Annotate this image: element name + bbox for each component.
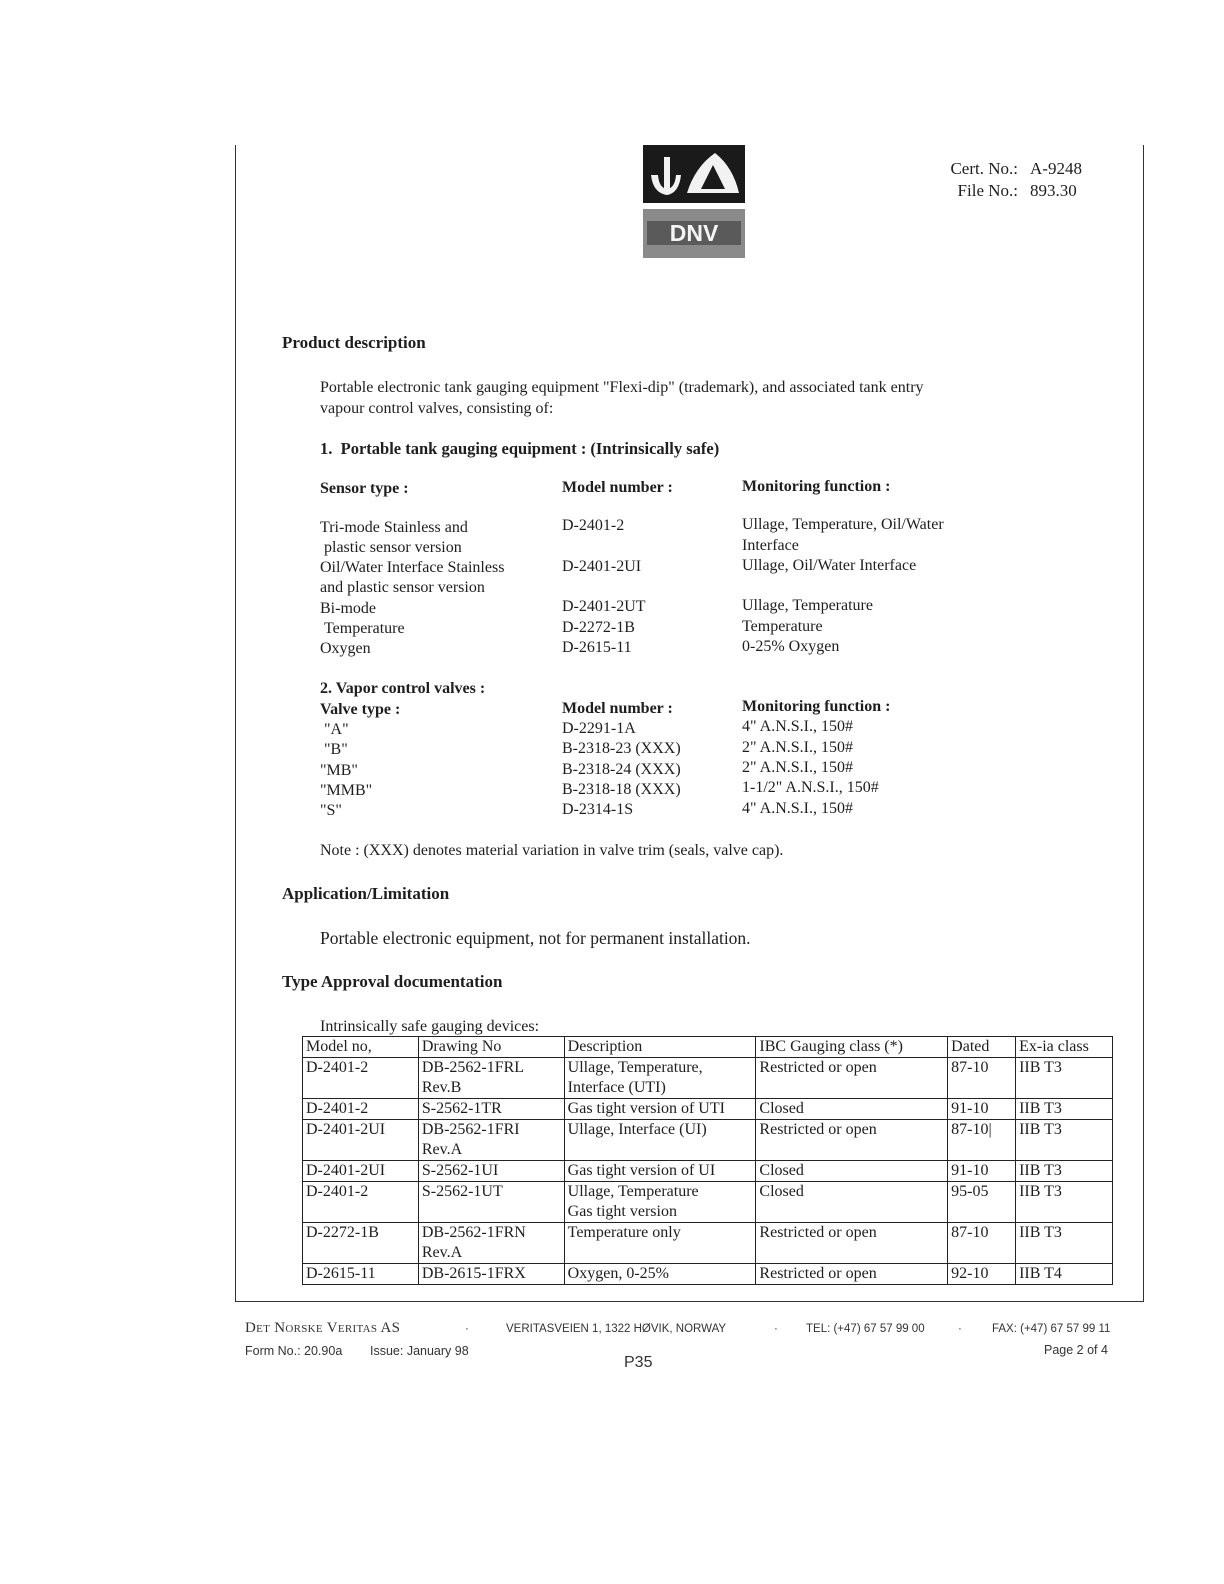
cell-model: D-2401-2UI xyxy=(303,1120,419,1161)
table-row xyxy=(303,1120,1113,1161)
valve-type: "A" xyxy=(324,721,349,738)
cell-dated: 87-10 xyxy=(948,1223,1016,1264)
section-2-title: 2. Vapor control valves : xyxy=(320,680,486,697)
sensor-model: D-2272-1B xyxy=(562,619,635,636)
cell-dated: 91-10 xyxy=(948,1161,1016,1182)
documentation-heading: Type Approval documentation xyxy=(282,972,503,991)
column-header: Model no, xyxy=(303,1037,419,1058)
table-row xyxy=(303,1099,1113,1120)
valve-model: D-2314-1S xyxy=(562,801,634,818)
valve-function: 4" A.N.S.I., 150# xyxy=(742,800,853,817)
certificate-info xyxy=(932,158,1082,202)
valve-model: B-2318-23 (XXX) xyxy=(562,740,681,757)
cell-ibc-class: Restricted or open xyxy=(756,1120,948,1161)
footer-issue: Issue: January 98 xyxy=(370,1344,469,1358)
valve-type: "S" xyxy=(320,802,342,819)
valve-type-header: Valve type : xyxy=(320,701,401,718)
product-description-heading: Product description xyxy=(282,333,426,352)
valve-model: B-2318-24 (XXX) xyxy=(562,761,681,778)
cert-no-label: Cert. No.: xyxy=(950,159,1018,178)
documentation-table xyxy=(302,1036,1113,1285)
valve-function: 2" A.N.S.I., 150# xyxy=(742,759,853,776)
sensor-function: Ullage, Oil/Water Interface xyxy=(742,557,917,574)
valve-model: B-2318-18 (XXX) xyxy=(562,781,681,798)
sensor-model: D-2401-2 xyxy=(562,517,625,534)
sensor-model: D-2401-2UT xyxy=(562,598,646,615)
footer-form-no: Form No.: 20.90a xyxy=(245,1344,343,1358)
cell-drawing: S-2562-1TR xyxy=(418,1099,564,1120)
table-row xyxy=(303,1058,1113,1099)
table-header-row xyxy=(303,1037,1113,1058)
valve-function-header: Monitoring function : xyxy=(742,698,891,715)
section-1-title: 1. Portable tank gauging equipment : (Intrinsically safe) xyxy=(320,439,720,458)
sensor-function: Temperature xyxy=(742,618,823,635)
valve-model: D-2291-1A xyxy=(562,720,636,737)
footer-page-code: P35 xyxy=(624,1354,653,1371)
valve-function: 2" A.N.S.I., 150# xyxy=(742,739,853,756)
model-number-header: Model number : xyxy=(562,479,673,496)
column-header: Ex-ia class xyxy=(1016,1037,1113,1058)
footer-company: Det Norske Veritas AS xyxy=(245,1320,401,1336)
sensor-function: Ullage, Temperature xyxy=(742,597,873,614)
cell-exia-class: IIB T3 xyxy=(1016,1099,1113,1120)
application-text: Portable electronic equipment, not for permanent installation. xyxy=(320,928,751,948)
cell-description: Ullage, Temperature Gas tight version xyxy=(564,1182,756,1223)
table-row xyxy=(303,1264,1113,1285)
cell-dated: 87-10| xyxy=(948,1120,1016,1161)
cell-ibc-class: Restricted or open xyxy=(756,1058,948,1099)
cell-exia-class: IIB T4 xyxy=(1016,1264,1113,1285)
valve-type: "B" xyxy=(324,741,348,758)
sensor-type: and plastic sensor version xyxy=(320,579,485,596)
footer-address: VERITASVEIEN 1, 1322 HØVIK, NORWAY xyxy=(506,1323,727,1335)
application-heading: Application/Limitation xyxy=(282,884,450,903)
cell-ibc-class: Closed xyxy=(756,1182,948,1223)
valve-function: 4" A.N.S.I., 150# xyxy=(742,718,853,735)
sensor-type: Oxygen xyxy=(320,640,371,657)
cell-dated: 95-05 xyxy=(948,1182,1016,1223)
column-header: IBC Gauging class (*) xyxy=(756,1037,948,1058)
sensor-type: Oil/Water Interface Stainless xyxy=(320,559,505,576)
cell-dated: 91-10 xyxy=(948,1099,1016,1120)
sensor-model: D-2401-2UI xyxy=(562,558,642,575)
sensor-function: Ullage, Temperature, Oil/Water xyxy=(742,516,944,533)
sensor-function: 0-25% Oxygen xyxy=(742,638,840,655)
footer-fax: FAX: (+47) 67 57 99 11 xyxy=(992,1323,1111,1335)
svg-text:DNV: DNV xyxy=(669,220,719,246)
sensor-type-header: Sensor type : xyxy=(320,480,409,497)
sensor-function: Interface xyxy=(742,537,799,554)
sensor-model: D-2615-11 xyxy=(562,639,632,656)
cell-ibc-class: Closed xyxy=(756,1161,948,1182)
column-header: Description xyxy=(564,1037,756,1058)
column-header: Drawing No xyxy=(418,1037,564,1058)
cell-ibc-class: Closed xyxy=(756,1099,948,1120)
valve-type: "MB" xyxy=(320,762,358,779)
monitoring-function-header: Monitoring function : xyxy=(742,478,891,495)
cell-drawing: DB-2615-1FRX xyxy=(418,1264,564,1285)
sensor-type: Temperature xyxy=(324,620,405,637)
cell-model: D-2401-2 xyxy=(303,1099,419,1120)
footer-separator: · xyxy=(465,1323,469,1335)
cell-drawing: S-2562-1UT xyxy=(418,1182,564,1223)
cell-dated: 92-10 xyxy=(948,1264,1016,1285)
cell-description: Ullage, Temperature, Interface (UTI) xyxy=(564,1058,756,1099)
cell-description: Ullage, Interface (UI) xyxy=(564,1120,756,1161)
file-no-label: File No.: xyxy=(957,181,1018,200)
footer-tel: TEL: (+47) 67 57 99 00 xyxy=(806,1323,925,1335)
cell-model: D-2615-11 xyxy=(303,1264,419,1285)
sensor-type: Bi-mode xyxy=(320,600,376,617)
valve-type: "MMB" xyxy=(320,782,373,799)
table-row xyxy=(303,1161,1113,1182)
material-note: Note : (XXX) denotes material variation in valve trim (seals, valve cap). xyxy=(320,842,784,859)
cell-exia-class: IIB T3 xyxy=(1016,1182,1113,1223)
column-header: Dated xyxy=(948,1037,1016,1058)
cell-model: D-2401-2 xyxy=(303,1182,419,1223)
cell-ibc-class: Restricted or open xyxy=(756,1223,948,1264)
cell-model: D-2272-1B xyxy=(303,1223,419,1264)
table-caption: Intrinsically safe gauging devices: xyxy=(320,1018,540,1035)
product-intro: Portable electronic tank gauging equipment "Flexi-dip" (trademark), and associated tank entry vapour control valves, consisting of: xyxy=(320,379,924,417)
cell-description: Gas tight version of UI xyxy=(564,1161,756,1182)
cell-description: Oxygen, 0-25% xyxy=(564,1264,756,1285)
table-row xyxy=(303,1223,1113,1264)
cell-drawing: DB-2562-1FRN Rev.A xyxy=(418,1223,564,1264)
dnv-logo xyxy=(643,145,745,258)
valve-model-header: Model number : xyxy=(562,700,673,717)
cell-drawing: DB-2562-1FRL Rev.B xyxy=(418,1058,564,1099)
cell-drawing: S-2562-1UI xyxy=(418,1161,564,1182)
cell-exia-class: IIB T3 xyxy=(1016,1223,1113,1264)
cell-description: Temperature only xyxy=(564,1223,756,1264)
cell-model: D-2401-2UI xyxy=(303,1161,419,1182)
footer-page-number: Page 2 of 4 xyxy=(1044,1343,1108,1357)
valve-function: 1-1/2" A.N.S.I., 150# xyxy=(742,779,879,796)
file-no-value: 893.30 xyxy=(1030,181,1077,200)
cell-exia-class: IIB T3 xyxy=(1016,1058,1113,1099)
cell-description: Gas tight version of UTI xyxy=(564,1099,756,1120)
cell-exia-class: IIB T3 xyxy=(1016,1161,1113,1182)
footer-separator: · xyxy=(774,1323,778,1335)
cell-drawing: DB-2562-1FRI Rev.A xyxy=(418,1120,564,1161)
table-row xyxy=(303,1182,1113,1223)
footer-separator: · xyxy=(958,1323,962,1335)
cell-model: D-2401-2 xyxy=(303,1058,419,1099)
cell-dated: 87-10 xyxy=(948,1058,1016,1099)
cert-no-value: A-9248 xyxy=(1030,159,1082,178)
sensor-type: Tri-mode Stainless and xyxy=(320,519,468,536)
sensor-type: plastic sensor version xyxy=(324,539,462,556)
cell-exia-class: IIB T3 xyxy=(1016,1120,1113,1161)
cell-ibc-class: Restricted or open xyxy=(756,1264,948,1285)
